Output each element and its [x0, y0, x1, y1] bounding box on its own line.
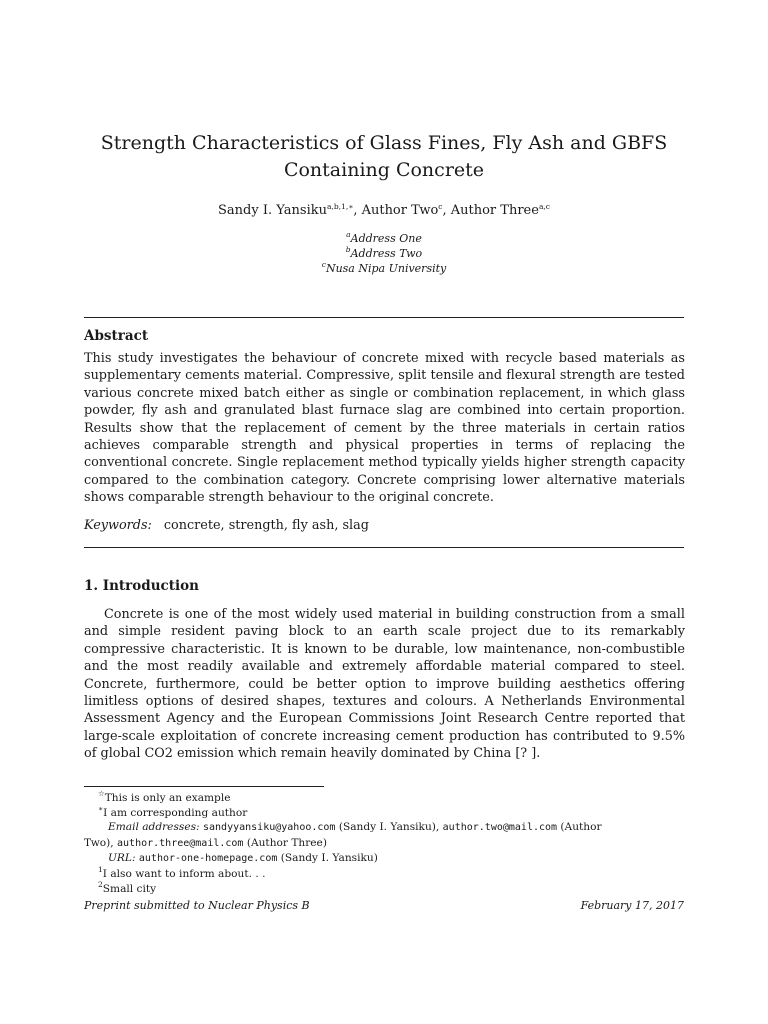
keywords-text: concrete, strength, fly ash, slag	[163, 518, 369, 533]
footnote-emails: Email addresses: sandyyansiku@yahoo.com (Sandy I. Yansiku), author.two@mail.com (Author	[108, 821, 602, 834]
footnote-corresponding: ∗I am corresponding author	[98, 803, 248, 819]
author-1-marks: a,b,1,∗	[327, 202, 354, 211]
abstract-top-rule	[84, 317, 684, 318]
url-label: URL:	[108, 852, 136, 865]
footnote-rule	[84, 786, 324, 787]
footnote-star: ☆This is only an example	[98, 789, 231, 804]
preprint-date: February 17, 2017	[580, 899, 684, 912]
abstract-heading: Abstract	[84, 328, 149, 344]
abstract-bottom-rule	[84, 547, 684, 548]
email-link-1[interactable]: sandyyansiku@yahoo.com	[202, 822, 336, 834]
author-1-name: Sandy I. Yansiku	[218, 203, 328, 218]
affiliation-c: $^c$Nusa Nipa University	[321, 260, 447, 275]
affiliations	[84, 231, 684, 276]
author-3-marks: a,c	[538, 202, 550, 211]
homepage-link[interactable]: author-one-homepage.com	[138, 853, 278, 865]
keywords	[84, 518, 369, 533]
footnote-emails-cont: Two), author.three@mail.com (Author Three)	[84, 836, 327, 849]
footnote-1: $^1$I also want to inform about. . .	[98, 864, 266, 880]
footnote-2: $^2$Small city	[98, 879, 157, 895]
title-line-1: Strength Characteristics of Glass Fines, Fly Ash and GBFS	[100, 132, 668, 154]
email-link-2[interactable]: author.two@mail.com	[442, 822, 558, 834]
affiliation-a: $^a$Address One	[346, 230, 422, 245]
paper-title	[84, 130, 684, 184]
title-line-2: Containing Concrete	[283, 159, 485, 181]
author-2-name: Author Two	[361, 203, 439, 218]
author-3-name: Author Three	[450, 203, 539, 218]
email-link-3[interactable]: author.three@mail.com	[117, 837, 244, 849]
introduction-paragraph: Concrete is one of the most widely used material in building construction from a small and simple resident paving block to an earth scale project due to its remarkably compressive characteristic. It is known to be durable, low maintenance, non-combustible and the most readily available and extremely affordable material compared to steel. Concrete, furthermore, could be better option to improve building aesthetics offering limitless options of desired shapes, textures and colours. A Netherlands Environmental Assessment Agency and the European Commissions Joint Research Centre reported that large-scale exploitation of concrete increasing cement production has contributed to 9.5% of global CO2 emission which remain heavily dominated by China [? ].	[84, 607, 685, 762]
section-heading-introduction: 1. Introduction	[84, 578, 199, 594]
abstract-text: This study investigates the behaviour of concrete mixed with recycle based materials as supplementary cements material. Compressive, split tensile and flexural strength are tested various concrete mixed batch either as single or combination replacement, in which glass powder, fly ash and granulated blast furnace slag are combined into certain proportion. Results show that the replacement of cement by the three materials in certain ratios achieves comparable strength and physical properties in terms of replacing the conventional concrete. Single replacement method typically yields higher strength capacity compared to the combination category. Concrete comprising lower alternative materials shows comparable strength behaviour to the original concrete.	[84, 351, 685, 506]
author-list: Sandy I. Yansiku$^{a,b,1,∗}$, Author Two$^c$, Author Three$^{a,c}$	[218, 202, 550, 218]
author-2-marks: c	[438, 202, 443, 211]
footnote-url: URL: author-one-homepage.com (Sandy I. Yansiku)	[108, 852, 378, 865]
email-label: Email addresses:	[108, 821, 200, 834]
preprint-note: Preprint submitted to Nuclear Physics B	[84, 899, 310, 912]
affiliation-b: $^b$Address Two	[345, 245, 423, 260]
footnotes	[84, 791, 684, 896]
keywords-label: Keywords:	[84, 518, 152, 533]
